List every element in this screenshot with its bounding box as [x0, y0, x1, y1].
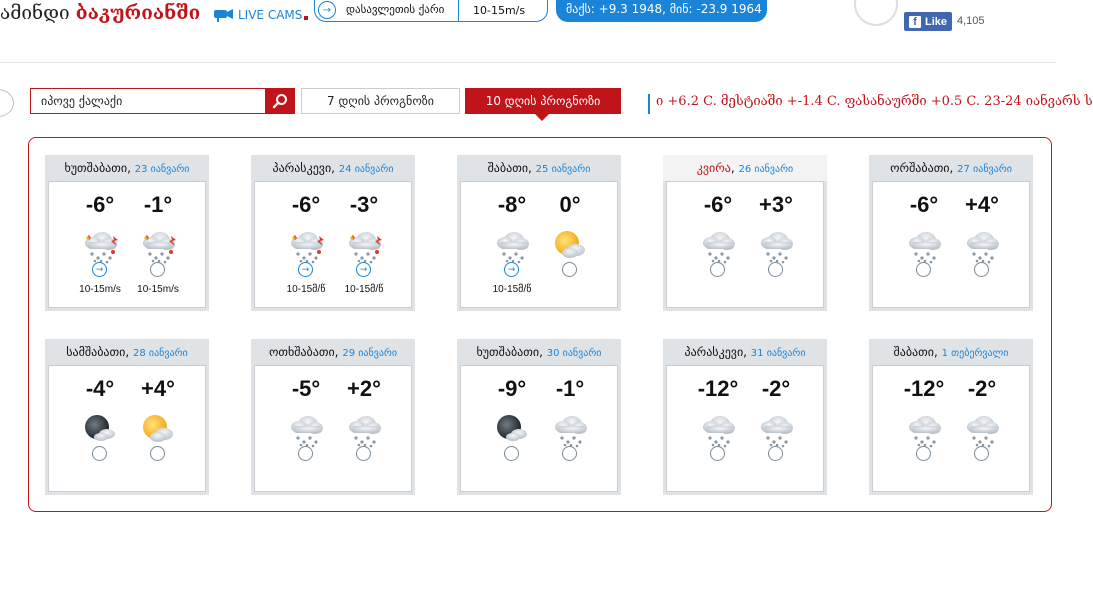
day-card-header: სამშაბათი, 28 იანვარი	[66, 345, 188, 359]
snow-sun-icon	[138, 226, 178, 262]
facebook-like-label: Like	[925, 15, 948, 28]
live-cams-label: LIVE CAMS	[238, 8, 303, 22]
temp-day: +3°	[759, 192, 793, 217]
wind-direction-icon	[710, 262, 725, 277]
temp-night: -12°	[697, 376, 739, 401]
temp-day: 0°	[559, 192, 581, 217]
wind-direction-icon: →	[298, 262, 313, 277]
day-card-header: პარასკევი, 31 იანვარი	[684, 345, 806, 359]
top-bar	[0, 0, 1056, 36]
snow-icon	[904, 410, 944, 446]
day-name: სამშაბათი	[66, 345, 126, 359]
site-title[interactable]	[0, 2, 200, 24]
snow-sun-icon	[286, 226, 326, 262]
temp-day: +4°	[141, 376, 175, 401]
day-card-body	[48, 181, 206, 308]
temp-day: -2°	[967, 376, 997, 401]
day-name: შაბათი	[487, 161, 529, 175]
temperature-records: მაქს: +9.3 1948, მინ: -23.9 1964	[556, 0, 767, 22]
temp-day: -1°	[555, 376, 585, 401]
wind-direction-icon	[562, 262, 577, 277]
camera-icon	[212, 7, 234, 23]
wind-direction-icon	[974, 446, 989, 461]
wind-direction-icon	[504, 446, 519, 461]
wind-direction-icon	[562, 446, 577, 461]
day-name: ხუთშაბათი	[64, 161, 128, 175]
snow-icon	[756, 410, 796, 446]
wind-direction-icon	[710, 446, 725, 461]
wind-direction-text: დასავლეთის ქარი	[346, 0, 459, 21]
wind-speed-text: 10-15m/s	[473, 3, 526, 17]
day-name: შაბათი	[893, 345, 934, 359]
social-block	[848, 0, 998, 36]
temp-day: -3°	[349, 192, 379, 217]
search-icon	[272, 93, 288, 109]
day-name: ორშაბათი	[890, 161, 950, 175]
temp-night: -6°	[291, 192, 321, 217]
day-card-header: პარასკევი, 24 იანვარი	[272, 161, 394, 175]
day-date: 24 იანვარი	[338, 164, 394, 175]
snow-sun-icon	[80, 226, 120, 262]
wind-direction-icon	[768, 262, 783, 277]
day-date: 31 იანვარი	[750, 348, 806, 359]
snow-icon	[698, 226, 738, 262]
day-card[interactable]	[251, 155, 415, 311]
wind-speed-day: 10-15მ/წ	[344, 284, 384, 295]
temp-night: -6°	[703, 192, 733, 217]
day-date: 27 იანვარი	[957, 164, 1012, 175]
sun-cloud-icon	[550, 226, 590, 262]
day-card-header: შაბათი, 25 იანვარი	[487, 161, 591, 175]
wind-direction-icon: →	[356, 262, 371, 277]
wind-speed-day: 10-15m/s	[137, 284, 179, 295]
day-card-body	[460, 181, 618, 308]
day-card-header: ოთხშაბათი, 29 იანვარი	[268, 345, 398, 359]
sun-cloud-icon	[138, 410, 178, 446]
day-card[interactable]	[457, 155, 621, 311]
temp-day: +4°	[965, 192, 999, 217]
temp-day: +2°	[347, 376, 381, 401]
day-card-body	[666, 365, 824, 492]
moon-cloud-icon	[80, 410, 120, 446]
day-date: 29 იანვარი	[342, 348, 398, 359]
snow-icon	[492, 226, 532, 262]
city-search-input[interactable]	[30, 88, 266, 114]
day-card-header: ხუთშაბათი, 23 იანვარი	[64, 161, 190, 175]
day-card[interactable]	[663, 339, 827, 495]
day-date: 28 იანვარი	[132, 348, 188, 359]
news-ticker[interactable]: ი +6.2 C. მესტიაში +-1.4 C. ფასანაურში +0.5 C. 23-24 იანვარს ს	[648, 94, 1046, 114]
snow-icon	[344, 410, 384, 446]
wind-direction-icon	[916, 446, 931, 461]
day-name: პარასკევი	[272, 161, 332, 175]
wind-direction-icon: →	[318, 1, 336, 19]
header-divider	[0, 62, 1056, 63]
day-date: 30 იანვარი	[546, 348, 602, 359]
wind-direction-icon	[298, 446, 313, 461]
day-card-header: შაბათი, 1 თებერვალი	[893, 345, 1009, 359]
day-name: პარასკევი	[684, 345, 744, 359]
live-cams-link[interactable]	[212, 4, 302, 26]
day-date: 25 იანვარი	[535, 164, 591, 175]
site-title-part1: ამინდი	[0, 2, 70, 24]
forecast-panel	[28, 137, 1052, 512]
day-card-header: ორშაბათი, 27 იანვარი	[890, 161, 1012, 175]
wind-speed-night: 10-15მ/წ	[492, 284, 532, 295]
snow-icon	[904, 226, 944, 262]
site-title-part2: ბაკურიანში	[75, 2, 201, 24]
temp-night: -9°	[497, 376, 527, 401]
snow-icon	[550, 410, 590, 446]
wind-speed-night: 10-15მ/წ	[286, 284, 326, 295]
day-card-header: კვირა, 26 იანვარი	[663, 155, 827, 181]
moon-cloud-icon	[492, 410, 532, 446]
wind-direction-icon: →	[92, 262, 107, 277]
separator-dot	[304, 16, 308, 20]
day-card-body	[872, 181, 1030, 308]
snow-icon	[698, 410, 738, 446]
wind-direction-icon	[356, 446, 371, 461]
wind-direction-icon: →	[504, 262, 519, 277]
day-card[interactable]	[251, 339, 415, 495]
temp-night: -6°	[85, 192, 115, 217]
day-card-body	[48, 365, 206, 492]
day-card[interactable]	[663, 155, 827, 311]
facebook-like-button[interactable]	[904, 12, 952, 31]
day-date: 23 იანვარი	[134, 164, 190, 175]
day-name: ოთხშაბათი	[268, 345, 335, 359]
temp-day: -1°	[143, 192, 173, 217]
facebook-icon: f	[909, 16, 921, 28]
wind-direction-icon	[150, 446, 165, 461]
facebook-like-count: 4,105	[957, 15, 985, 27]
wind-direction-icon	[916, 262, 931, 277]
snow-icon	[962, 226, 1002, 262]
tab-10-day-forecast[interactable]: 10 დღის პროგნოზი	[465, 88, 621, 114]
temp-night: -12°	[903, 376, 945, 401]
search-button[interactable]	[265, 88, 295, 114]
day-name: ხუთშაბათი	[476, 345, 540, 359]
day-date: 1 თებერვალი	[941, 348, 1009, 359]
day-card-body	[254, 181, 412, 308]
day-card[interactable]	[45, 155, 209, 311]
day-card-body	[872, 365, 1030, 492]
day-card-body	[254, 365, 412, 492]
day-card[interactable]	[457, 339, 621, 495]
wind-direction-icon	[92, 446, 107, 461]
snow-icon	[286, 410, 326, 446]
wind-direction-icon	[768, 446, 783, 461]
day-card[interactable]	[869, 155, 1033, 311]
temp-day: -2°	[761, 376, 791, 401]
wind-speed-night: 10-15m/s	[79, 284, 121, 295]
social-avatar	[854, 0, 898, 26]
day-card-body	[666, 181, 824, 308]
snow-icon	[962, 410, 1002, 446]
day-card-body	[460, 365, 618, 492]
temp-night: -6°	[909, 192, 939, 217]
day-card[interactable]	[869, 339, 1033, 495]
wind-direction-icon	[974, 262, 989, 277]
snow-sun-icon	[344, 226, 384, 262]
social-label-fragment	[906, 0, 948, 4]
temp-night: -4°	[85, 376, 115, 401]
day-card[interactable]	[45, 339, 209, 495]
temp-night: -8°	[497, 192, 527, 217]
current-wind	[314, 0, 548, 22]
tab-7-day-forecast[interactable]: 7 დღის პროგნოზი	[301, 88, 460, 114]
temp-night: -5°	[291, 376, 321, 401]
day-date: 26 იანვარი	[738, 164, 794, 175]
day-name: კვირა	[696, 161, 731, 175]
day-card-header: ხუთშაბათი, 30 იანვარი	[476, 345, 602, 359]
snow-icon	[756, 226, 796, 262]
wind-direction-icon	[150, 262, 165, 277]
left-nav-arc[interactable]	[0, 89, 14, 117]
